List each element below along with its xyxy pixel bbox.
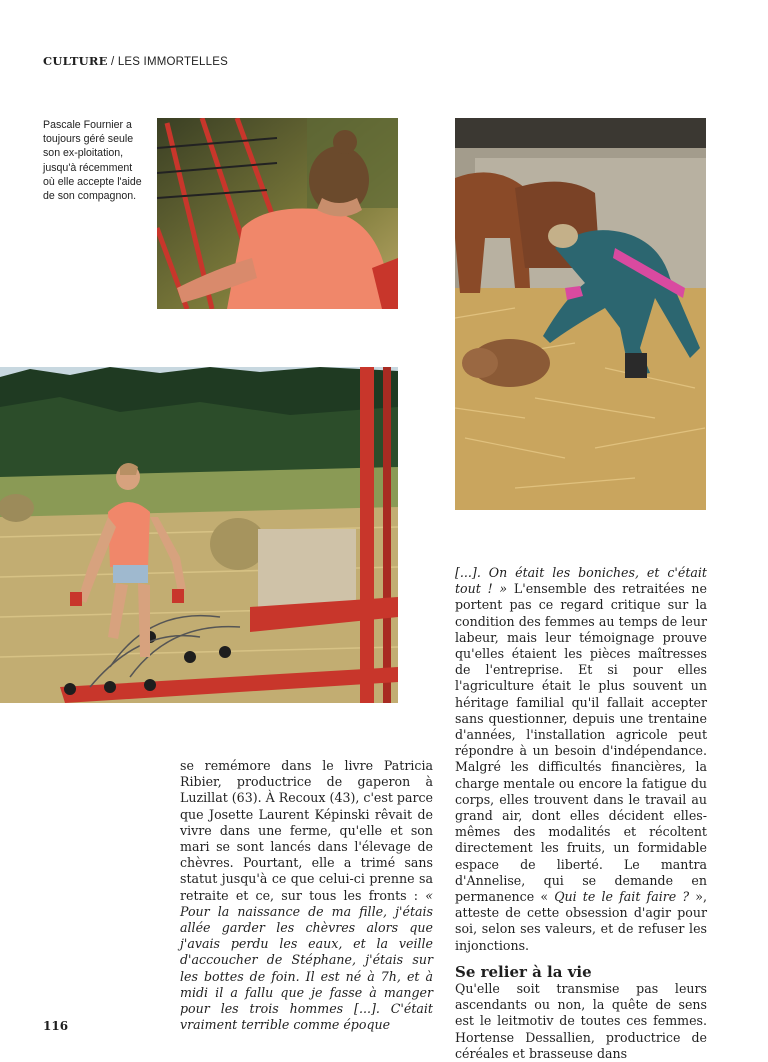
text-column-right <box>455 565 707 1062</box>
page-header <box>43 54 228 68</box>
body-text: se remémore dans le livre Patricia Ribier, productrice de gaperon à Luzillat (63). À Recoux (43), c'est parce que Josette Laurent Képinski rêvait de vivre dans une ferme, qu'elle et son mari se sont lancés dans l'élevage de chèvres. Pourtant, elle a trimé sans statut jusqu'à ce que celui-ci prenne sa retraite et ce, sur tous les fronts : <box>180 758 433 903</box>
section-subheading: Se relier à la vie <box>455 962 592 981</box>
body-paragraph <box>455 565 707 954</box>
section-label: CULTURE <box>43 54 108 68</box>
body-paragraph: Qu'elle soit transmise pas leurs ascendants ou non, la quête de sens est le leitmotiv de toutes ces femmes. Hortense Dessallien, productrice de céréales et brasseuse dans <box>455 981 707 1061</box>
quote-text: [...]. On était les boniches, et c'était tout ! » <box>455 565 707 597</box>
quote-italic: Qui te le fait faire ? <box>554 889 690 905</box>
photo-caption: Pascale Fournier a toujours géré seule son ex-ploitation, jusqu'à récemment où elle accepte l'aide de son compagnon. <box>43 119 142 203</box>
body-paragraph <box>180 758 433 1033</box>
photo-woman-back-machinery <box>157 118 398 309</box>
quote-text: « Pour la naissance de ma fille, j'étais allée garder les chèvres alors que j'avais perdu les eaux, et la veille d'accoucher de Stéphane, j'étais sur les bottes de foin. Il est né à 7h, et à midi il a fallu que je fasse à manger pour les trois hommes [...]. C'était vraiment terrible comme époque <box>180 887 433 1033</box>
header-separator: / <box>107 56 118 68</box>
text-column-left <box>180 758 433 1033</box>
page-number: 116 <box>43 1019 69 1033</box>
body-text: L'ensemble des retraitées ne portent pas ce regard critique sur la condition des femmes au temps de leur labeur, mais leur témoignage prouve qu'elles étaient les pièces maîtresses de l'entreprise. Et si pour elles l'agriculture était le plus souvent un héritage familial qu'il fallait accepter sans questionner, depuis une trentaine d'années, l'installation agricole peut répondre à un besoin d'indépendance. Malgré les difficultés financières, la charge mentale ou encore la fatigue du corps, elles trouvent dans le travail au grand air, dont elles décident elles-mêmes des modalités et récoltent directement les fruits, un formidable espace de liberté. Le mantra d'Annelise, qui se demande en permanence « <box>455 581 707 905</box>
photo-woman-hayfield-rake <box>0 367 398 703</box>
photo-woman-calf-barn <box>455 118 706 510</box>
body-text-end: », atteste de cette obsession d'agir pour soi, selon ses valeurs, et de refuser les injonctions. <box>455 889 707 953</box>
rubric-label: LES IMMORTELLES <box>117 56 228 68</box>
